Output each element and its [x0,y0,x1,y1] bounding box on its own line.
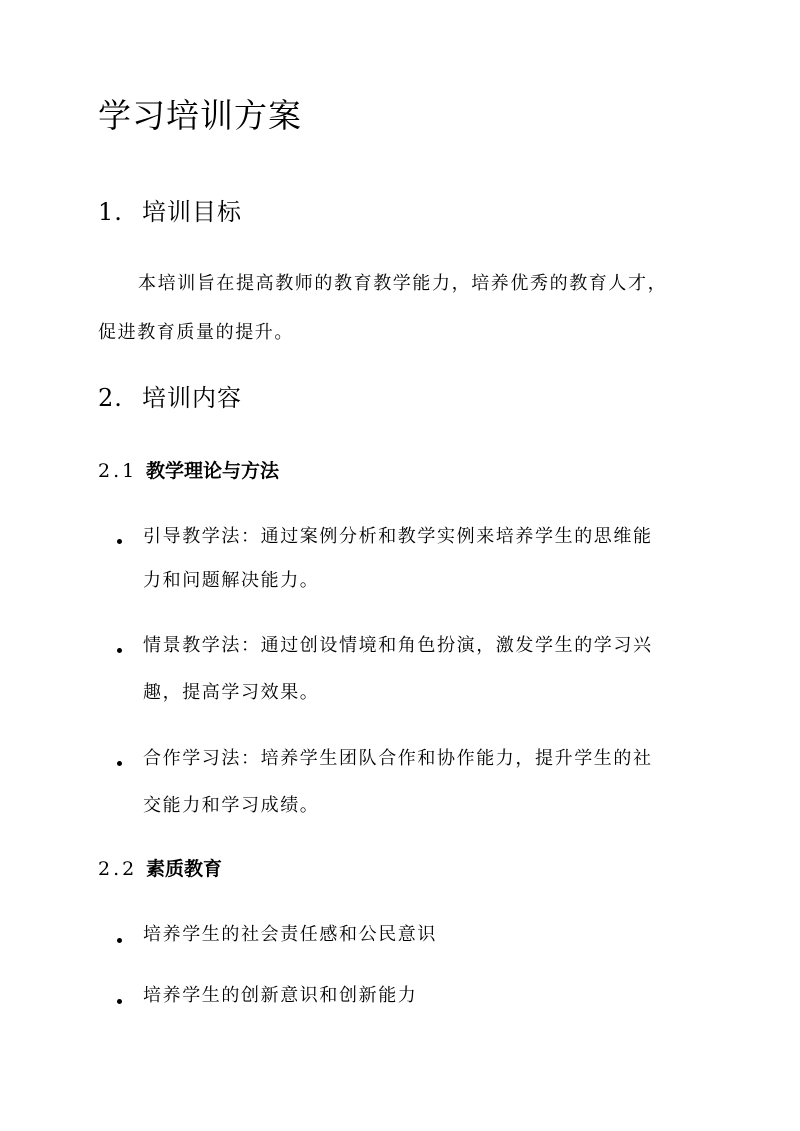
subsection-title: 素质教育 [146,858,223,880]
list-item-line: 交能力和学习成绩。 [143,795,320,816]
list-item-line: 合作学习法：培养学生团队合作和协作能力，提升学生的社 [143,748,653,769]
bullet-icon [117,761,122,766]
section-heading-1 [98,195,242,229]
section-title: 培训内容 [142,384,242,412]
list-item-line: 趣，提高学习效果。 [143,682,320,703]
subsection-number: 2.1 [98,460,138,482]
list-item-line: 引导教学法：通过案例分析和教学实例来培养学生的思维能 [143,526,653,547]
subsection-heading-2-2 [98,855,222,883]
list-item-line: 培养学生的创新意识和创新能力 [143,985,418,1006]
bullet-icon [117,648,122,653]
bullet-icon [117,539,122,544]
section-title: 培训目标 [142,198,242,226]
bullet-icon [117,999,122,1004]
paragraph-line: 促进教育质量的提升。 [98,322,294,343]
document-title: 学习培训方案 [98,96,302,135]
section-number: 2. [98,384,123,412]
paragraph-line: 本培训旨在提高教师的教育教学能力，培养优秀的教育人才， [138,273,668,294]
subsection-heading-2-1 [98,457,279,485]
subsection-title: 教学理论与方法 [146,460,280,482]
list-item-line: 力和问题解决能力。 [143,570,320,591]
subsection-number: 2.2 [98,858,138,880]
section-number: 1. [98,198,123,226]
list-item-line: 培养学生的社会责任感和公民意识 [143,924,437,945]
section-heading-2 [98,381,242,415]
list-item-line: 情景教学法：通过创设情境和角色扮演，激发学生的学习兴 [143,635,653,656]
bullet-icon [117,938,122,943]
